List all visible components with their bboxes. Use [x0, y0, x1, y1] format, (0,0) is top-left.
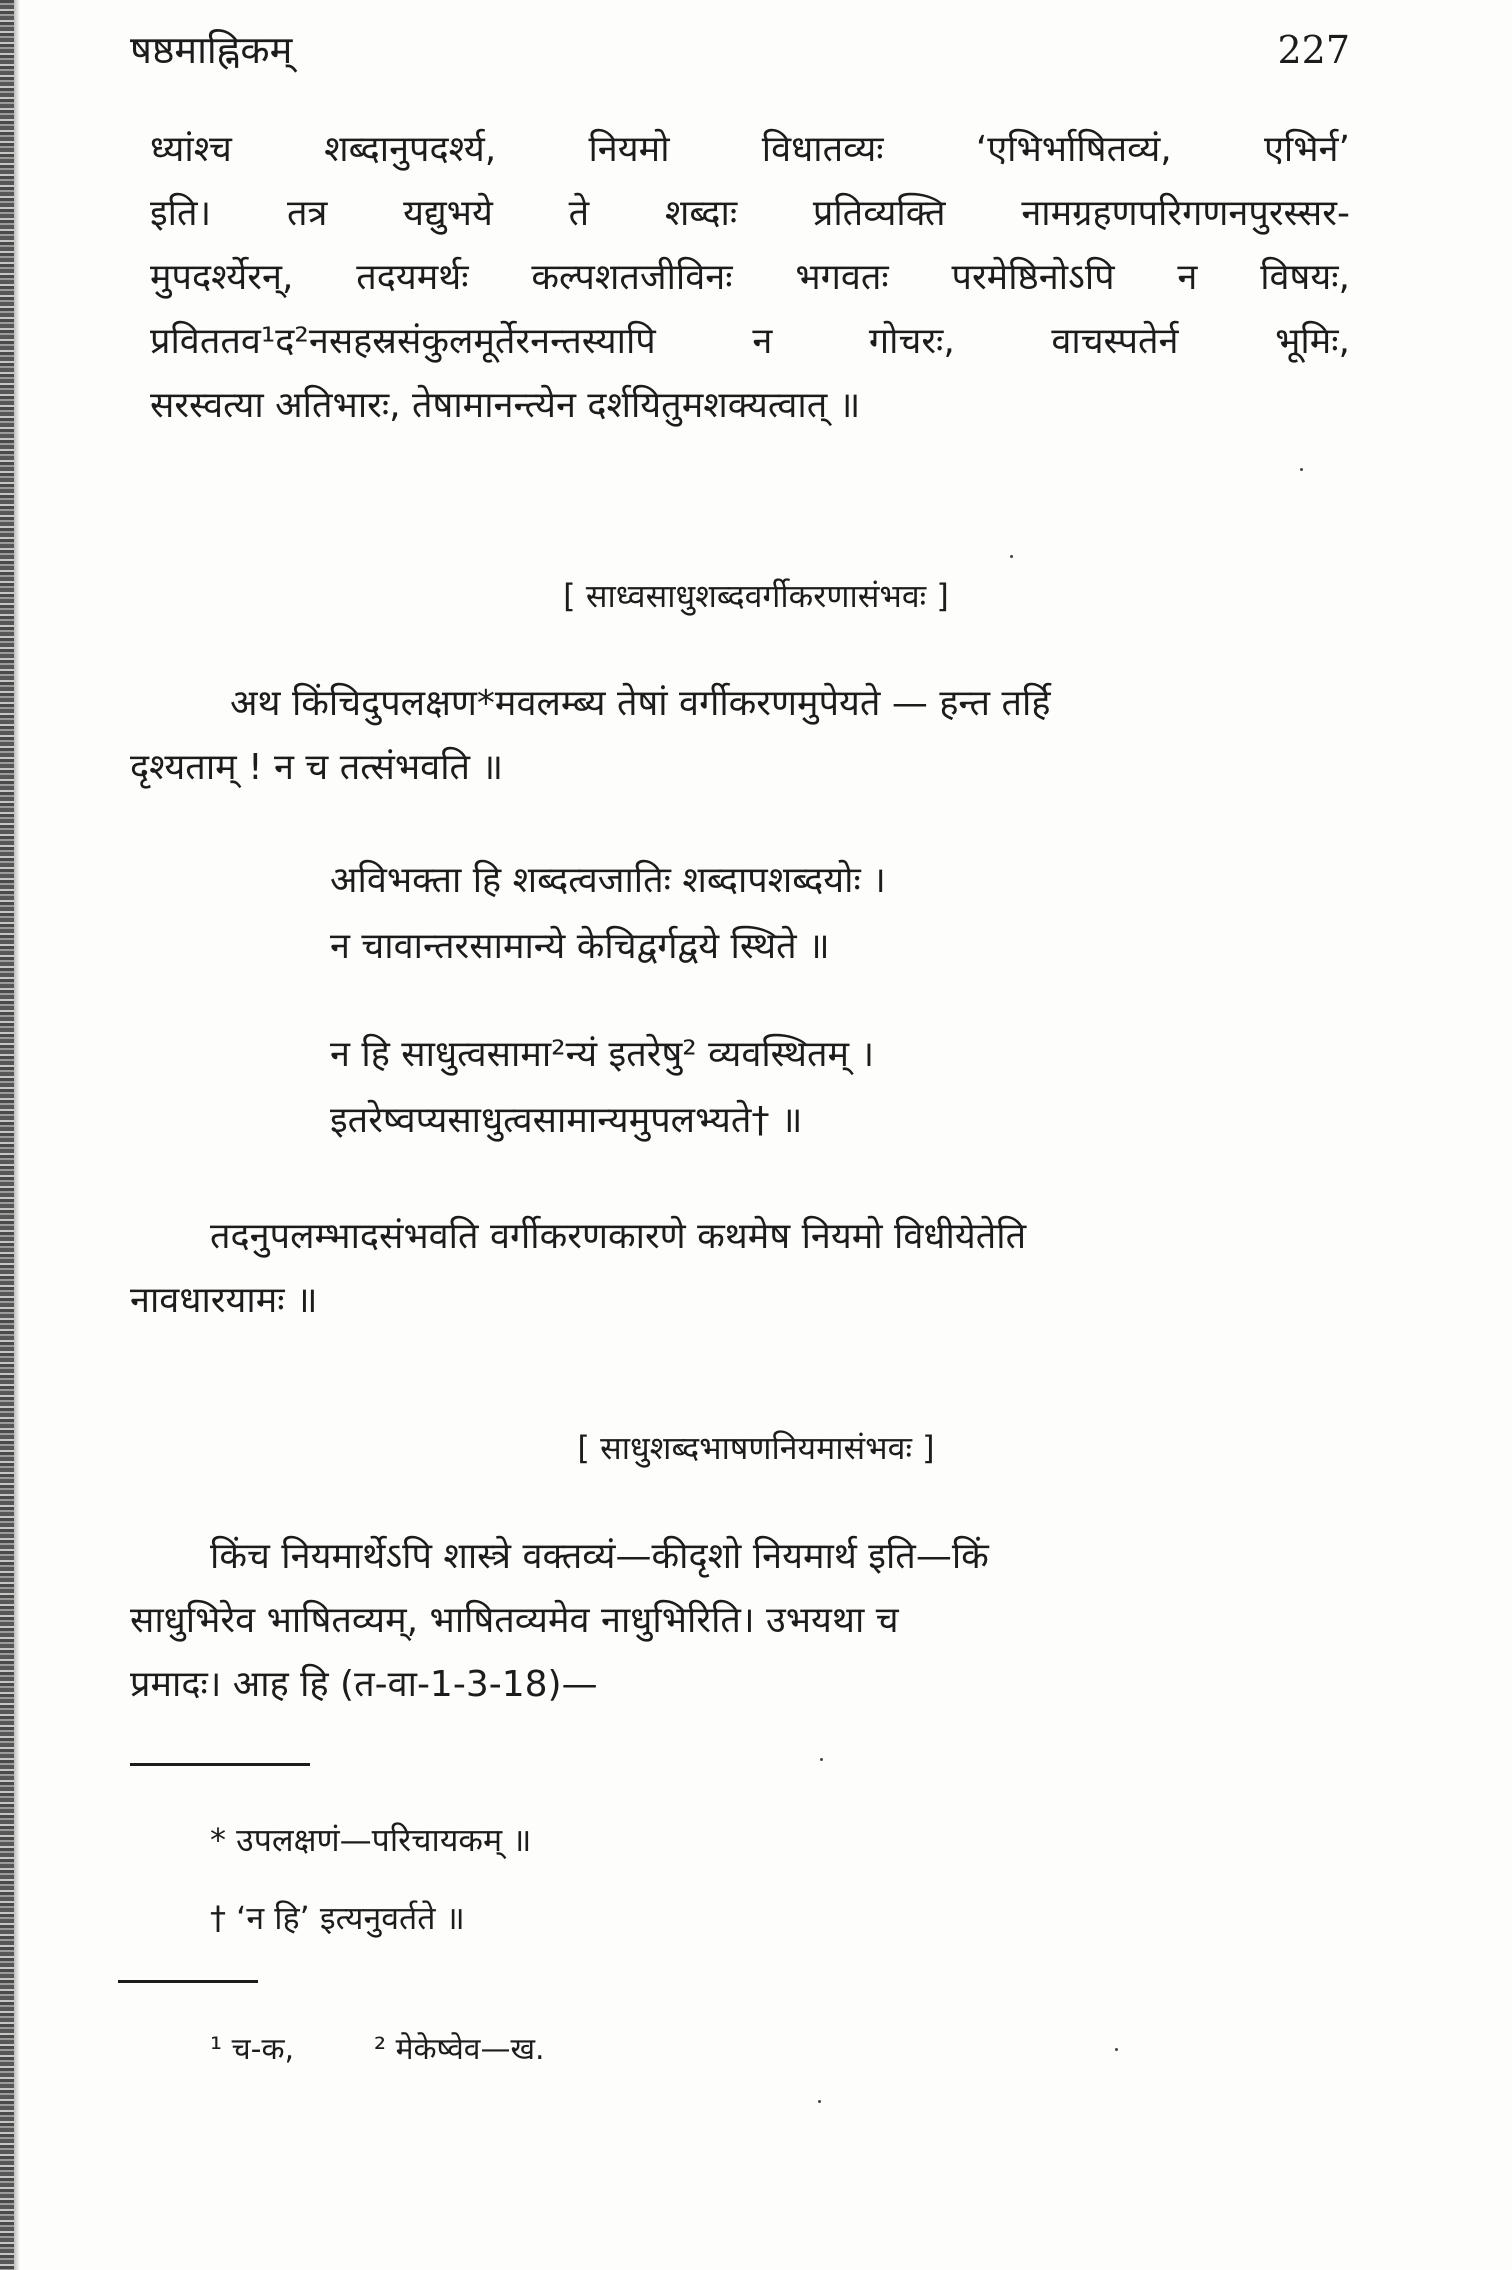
paragraph-1 [150, 118, 1350, 438]
text-line: तदनुपलम्भादसंभवति वर्गीकरणकारणे कथमेष नियमो विधीयेतेति [210, 1216, 1027, 1257]
text-line: मुपदर्श्येरन्, तदयमर्थः कल्पशतजीविनः भगवतः परमेष्ठिनोऽपि न विषयः, [150, 257, 1350, 298]
print-speck [1010, 555, 1013, 558]
page-header [130, 20, 1350, 80]
verse-line: इतरेष्वप्यसाधुत्वसामान्यमुपलभ्यते† ॥ [330, 1100, 803, 1141]
text-line: साधुभिरेव भाषितव्यम्, भाषितव्यमेव नाधुभिरिति। उभयथा च [130, 1600, 899, 1641]
footnote-2: † ‘न हि’ इत्यनुवर्तते ॥ [210, 1899, 465, 1937]
print-speck [820, 1758, 823, 1761]
text-line: इति। तत्र यद्युभये ते शब्दाः प्रतिव्यक्ति नामग्रहणपरिगणनपुरस्सर- [150, 193, 1350, 234]
verse-line: न हि साधुत्वसामा²न्यं इतरेषु² व्यवस्थितम् । [330, 1034, 875, 1075]
text-line: प्रमादः। आह हि (त-वा-1-3-18)— [130, 1664, 598, 1705]
verse-2 [330, 1022, 874, 1154]
text-line: किंच नियमार्थेऽपि शास्त्रे वक्तव्यं—कीदृशो नियमार्थ इति—किं [210, 1536, 989, 1577]
verse-line: न चावान्तरसामान्ये केचिद्वर्गद्वये स्थिते ॥ [330, 926, 830, 967]
text-line: प्रविततव¹द²नसहस्रसंकुलमूर्तेरनन्तस्यापि न गोचरः, वाचस्पतेर्न भूमिः, [150, 321, 1350, 362]
binding-edge [0, 0, 14, 2270]
print-speck [1115, 2048, 1118, 2051]
footnote-rule [130, 1763, 310, 1766]
text-line: सरस्वत्या अतिभारः, तेषामानन्त्येन दर्शयितुमशक्यत्वात् ॥ [150, 385, 861, 426]
footnote-1: * उपलक्षणं—परिचायकम् ॥ [210, 1821, 532, 1859]
verse-line: अविभक्ता हि शब्दत्वजातिः शब्दापशब्दयोः । [330, 860, 886, 901]
paragraph-2 [130, 672, 1350, 800]
print-speck [818, 2100, 821, 2103]
binding-shadow [14, 0, 20, 2270]
text-line: नावधारयामः ॥ [130, 1280, 318, 1321]
text-line: ध्यांश्च शब्दानुपदर्श्य, नियमो विधातव्यः ‘एभिर्भाषितव्यं, एभिर्न’ [150, 129, 1350, 170]
variant-rule [118, 1980, 258, 1983]
text-line: अथ किंचिदुपलक्षण*मवलम्ब्य तेषां वर्गीकरणमुपेयते — हन्त तर्हि [230, 683, 1051, 724]
variant-reading-2: ² मेकेष्वेव—ख. [374, 2032, 545, 2067]
print-speck [1300, 468, 1303, 471]
paragraph-4 [130, 1525, 1320, 1717]
section-heading-1: [ साध्वसाधुशब्दवर्गीकरणासंभवः ] [563, 577, 949, 615]
variant-reading-1: ¹ च-क, [210, 2032, 295, 2067]
section-heading-2: [ साधुशब्दभाषणनियमासंभवः ] [577, 1429, 935, 1467]
page-number: 227 [1277, 28, 1350, 72]
running-head: षष्ठमाह्निकम् [130, 28, 293, 72]
paragraph-3 [130, 1205, 1320, 1333]
text-line: दृश्यताम् ! न च तत्संभवति ॥ [130, 747, 504, 788]
verse-1 [330, 848, 886, 980]
variant-readings [210, 2024, 545, 2076]
